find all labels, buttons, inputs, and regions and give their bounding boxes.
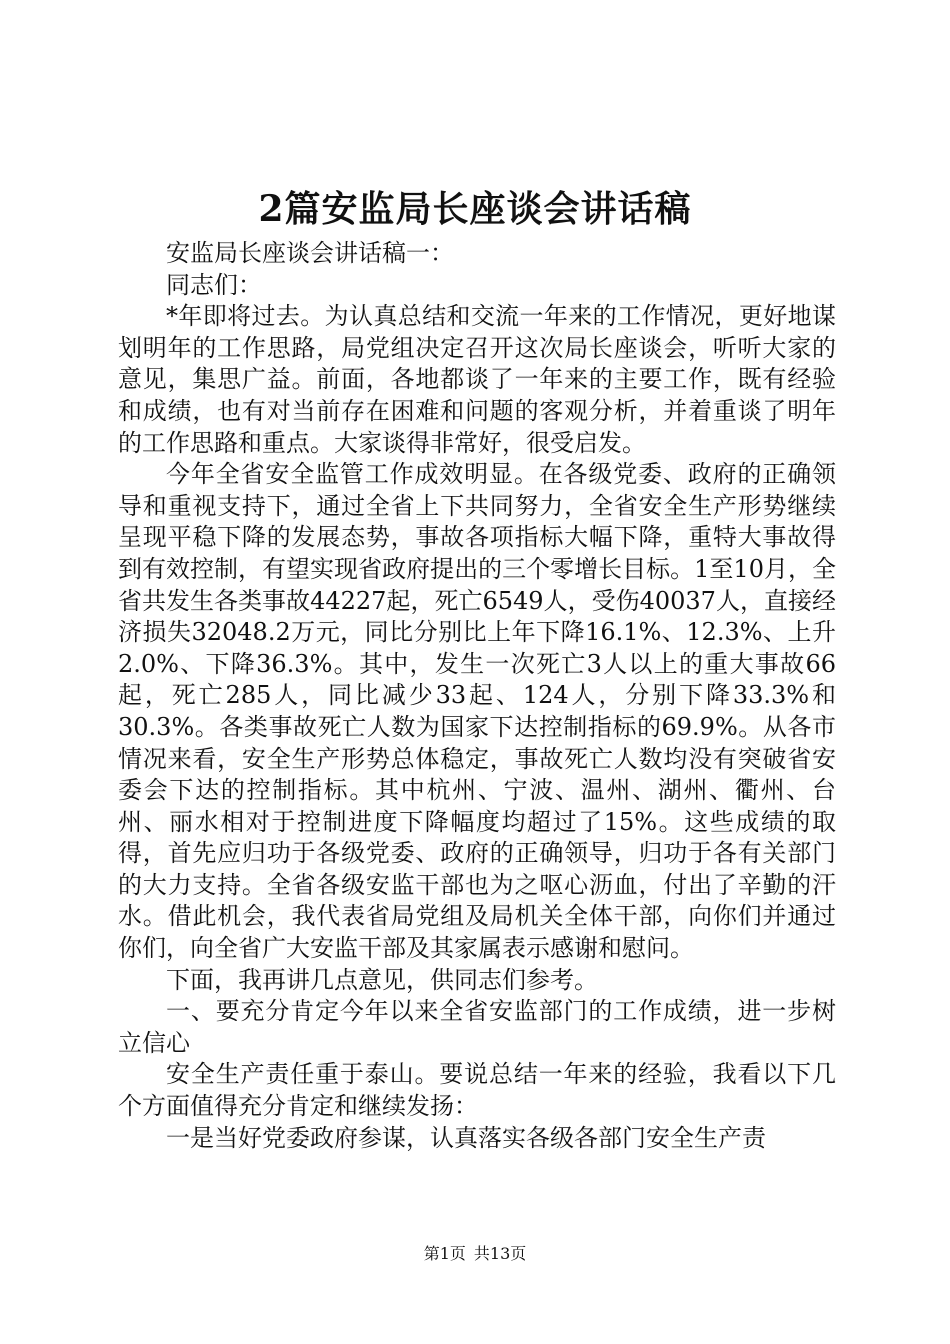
paragraph-intro: *年即将过去。为认真总结和交流一年来的工作情况，更好地谋划明年的工作思路，局党组决定召开这次局长座谈会，听听大家的意见，集思广益。前面，各地都谈了一年来的主要工作，既有经验和成绩，也有对当前存在困难和问题的客观分析，并着重谈了明年的工作思路和重点。大家谈得非常好，很受启发。 <box>118 302 836 457</box>
section-heading-one: 一、要充分肯定今年以来全省安监部门的工作成绩，进一步树立信心 <box>118 997 836 1057</box>
document-title: 2篇安监局长座谈会讲话稿 <box>258 188 692 230</box>
paragraph-transition: 下面，我再讲几点意见，供同志们参考。 <box>166 965 598 994</box>
page-total: 共13页 <box>473 1244 527 1263</box>
page-number: 第1页 <box>423 1244 466 1263</box>
paragraph-point-one: 一是当好党委政府参谋，认真落实各级各部门安全生产责 <box>166 1123 766 1152</box>
paragraph-achievements: 今年全省安全监管工作成效明显。在各级党委、政府的正确领导和重视支持下，通过全省上下共同努力，全省安全生产形势继续呈现平稳下降的发展态势，事故各项指标大幅下降，重特大事故得到有效控制，有望实现省政府提出的三个零增长目标。1至10月，全省共发生各类事故44227起，死亡6549人，受伤40037人，直接经济损失32048.2万元，同比分别比上年下降16.1%、12.3%、上升2.0%、下降36.3%。其中，发生一次死亡3人以上的重大事故66起，死亡285人，同比减少33起、124人，分别下降33.3%和30.3%。各类事故死亡人数为国家下达控制指标的69.9%。从各市情况来看，安全生产形势总体稳定，事故死亡人数均没有突破省安委会下达的控制指标。其中杭州、宁波、温州、湖州、衢州、台州、丽水相对于控制进度下降幅度均超过了15%。这些成绩的取得，首先应归功于各级党委、政府的正确领导，归功于各有关部门的大力支持。全省各级安监干部也为之呕心沥血，付出了辛勤的汗水。借此机会，我代表省局党组及局机关全体干部，向你们并通过你们，向全省广大安监干部及其家属表示感谢和慰问。 <box>118 460 836 963</box>
paragraph-heading: 安监局长座谈会讲话稿一： <box>166 239 454 267</box>
document-body <box>118 238 836 1154</box>
paragraph-experience: 安全生产责任重于泰山。要说总结一年来的经验，我看以下几个方面值得充分肯定和继续发扬： <box>118 1060 836 1121</box>
page-footer <box>0 1242 950 1266</box>
paragraph-salutation: 同志们： <box>166 270 262 299</box>
